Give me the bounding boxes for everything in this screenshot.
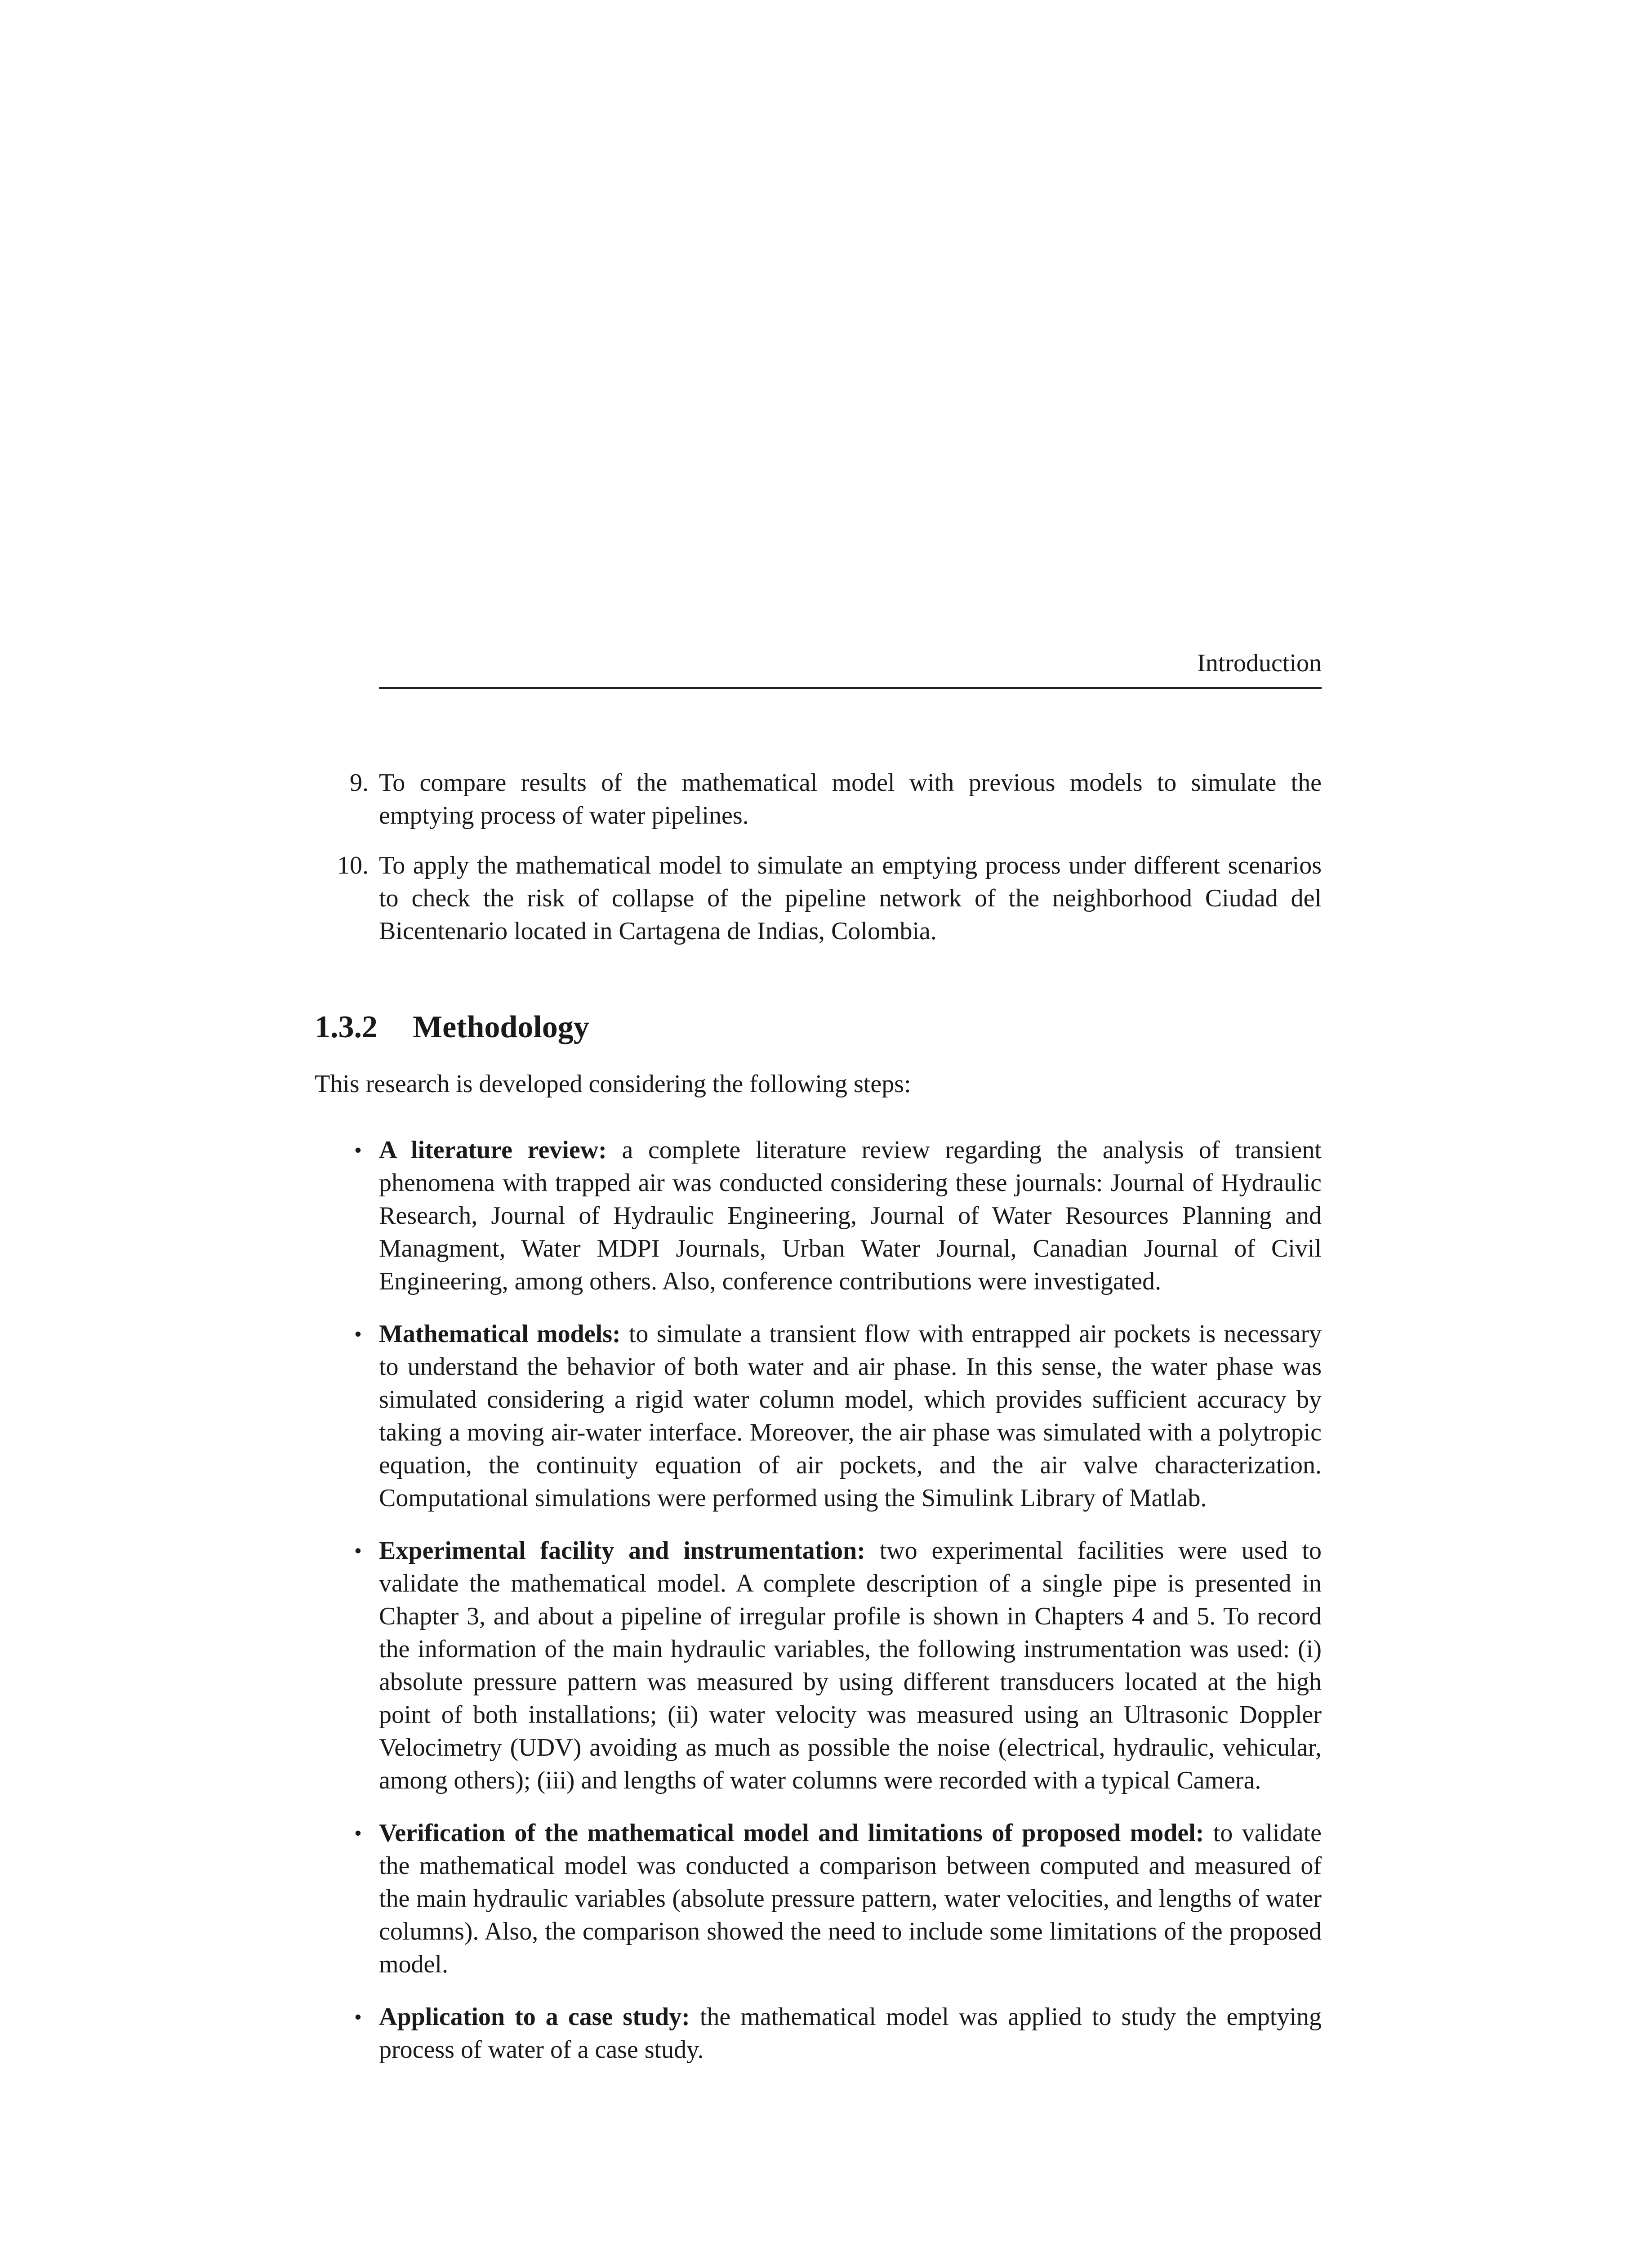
- list-item: [315, 1817, 1322, 1981]
- step-lead: Mathematical models:: [379, 1320, 629, 1348]
- step-lead: A literature review:: [379, 1136, 622, 1164]
- list-item-text: To apply the mathematical model to simulate an emptying process under different scenarios to check the risk of collapse of the pipeline network of the neighborhood Ciudad del Bicentenario located in Cartagena de Indias, Colombia.: [379, 852, 1322, 945]
- bullet-icon: •: [354, 2005, 362, 2029]
- list-item-number: 9.: [350, 769, 369, 797]
- bullet-icon: •: [354, 1322, 362, 1346]
- bullet-icon: •: [354, 1539, 362, 1563]
- bullet-icon: •: [354, 1138, 362, 1162]
- list-item: [315, 849, 1322, 948]
- step-text: a complete literature review regarding the analysis of transient phenomena with trapped air was conducted considering these journals: Journal of Hydraulic Research, Journal of Hydraulic Engineering, Journal of Water Resources Planning and Managment, Water MDPI Journals, Urban Water Journal, Canadian Journal of Civil Engineering, among others. Also, conference contributions were investigated.: [379, 1136, 1322, 1295]
- section-title: Methodology: [413, 1010, 589, 1044]
- step-lead: Experimental facility and instrumentation:: [379, 1537, 880, 1565]
- objectives-list: [315, 767, 1322, 965]
- section-intro: This research is developed considering the following steps:: [315, 1070, 911, 1098]
- list-item: [315, 2001, 1322, 2066]
- list-item: [315, 1534, 1322, 1797]
- list-item: [315, 1134, 1322, 1298]
- list-item-number: 10.: [337, 852, 369, 879]
- list-item: [315, 767, 1322, 832]
- step-text: two experimental facilities were used to validate the mathematical model. A complete description of a single pipe is presented in Chapter 3, and about a pipeline of irregular profile is shown in Chapters 4 and 5. To record the information of the main hydraulic variables, the following instrumentation was used: (i) absolute pressure pattern was measured by using different transducers located at the high point of both installations; (ii) water velocity was measured using an Ultrasonic Doppler Velocimetry (UDV) avoiding as much as possible the noise (electrical, hydraulic, vehicular, among others); (iii) and lengths of water columns were recorded with a typical Camera.: [379, 1537, 1322, 1794]
- list-item: [315, 1318, 1322, 1515]
- running-header: Introduction: [1197, 649, 1322, 677]
- step-lead: Application to a case study:: [379, 2003, 700, 2031]
- section-heading: [315, 1007, 589, 1048]
- step-text: the mathematical model was applied to study the emptying process of water of a case study.: [379, 2003, 1322, 2064]
- step-text: to validate the mathematical model was conducted a comparison between computed and measured of the main hydraulic variables (absolute pressure pattern, water velocities, and lengths of water columns). Also, the comparison showed the need to include some limitations of the proposed model.: [379, 1819, 1322, 1978]
- bullet-icon: •: [354, 1821, 362, 1845]
- header-rule: [379, 687, 1322, 689]
- step-text: to simulate a transient flow with entrapped air pockets is necessary to understand the behavior of both water and air phase. In this sense, the water phase was simulated considering a rigid water column model, which provides sufficient accuracy by taking a moving air-water interface. Moreover, the air phase was simulated with a polytropic equation, the continuity equation of air pockets, and the air valve characterization. Computational simulations were performed using the Simulink Library of Matlab.: [379, 1320, 1322, 1512]
- list-item-text: To compare results of the mathematical model with previous models to simulate the emptying process of water pipelines.: [379, 769, 1322, 830]
- section-number: 1.3.2: [315, 1010, 378, 1044]
- methodology-steps-list: [315, 1134, 1322, 2086]
- step-lead: Verification of the mathematical model and limitations of proposed model:: [379, 1819, 1213, 1847]
